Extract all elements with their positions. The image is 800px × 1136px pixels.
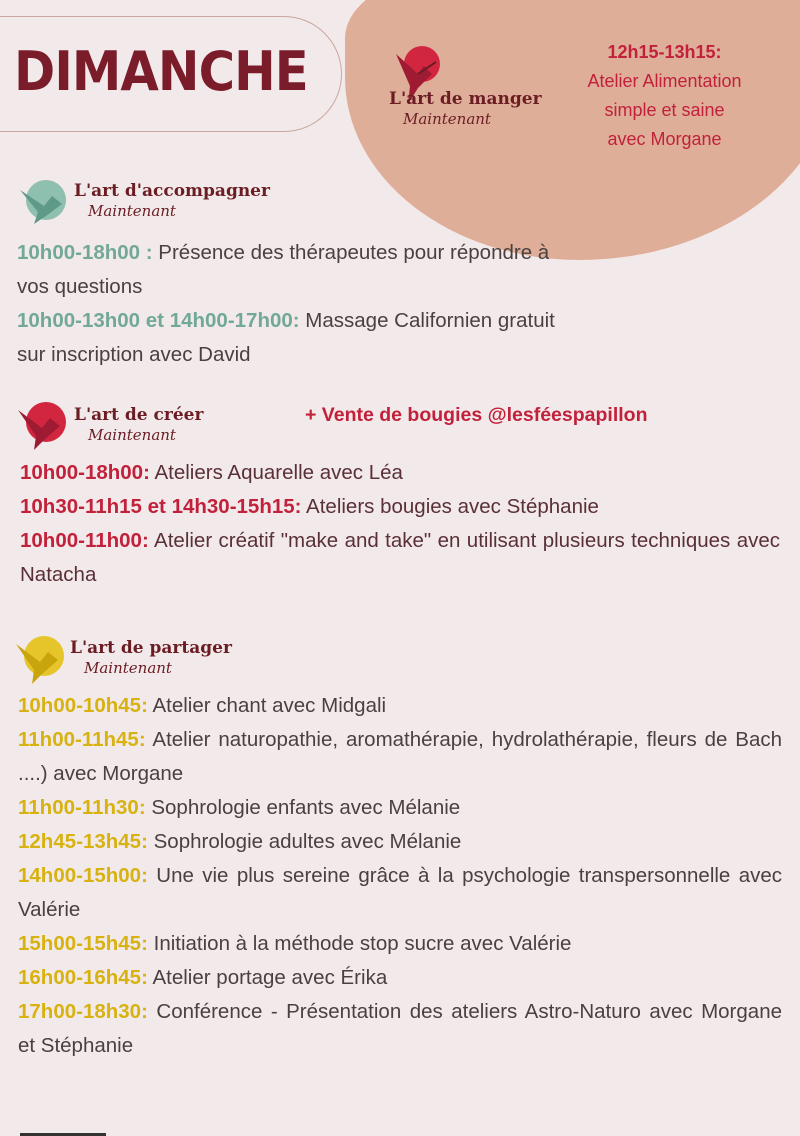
item-text: Atelier portage avec Érika [147,966,388,989]
item-text: Atelier créatif "make and take" en utilisant plusieurs techniques avec Natacha [20,529,780,586]
hummingbird-teal-icon [16,176,72,226]
accompagner-logo [16,176,270,226]
item-time: 16h00-16h45: [18,966,148,989]
list-item [18,791,782,825]
item-text: Sophrologie enfants avec Mélanie [145,796,461,819]
accompagner-logo-title: L'art d'accompagner [74,180,270,201]
item-text: Conférence - Présentation des ateliers Astro-Naturo avec Morgane et Stéphanie [18,1000,782,1057]
item-text: Présence des thérapeutes pour répondre à [152,241,550,264]
item-text: Une vie plus sereine grâce à la psychologie transpersonnelle avec Valérie [18,864,782,921]
item-time: 10h00-11h00: [20,529,149,552]
list-item [18,927,782,961]
item-time: 10h00-18h00 : [17,241,153,264]
item-continuation: vos questions [17,275,143,298]
creer-logo-script: Maintenant [88,425,176,444]
item-text: Ateliers Aquarelle avec Léa [149,461,403,484]
partager-logo [12,632,232,684]
list-item [18,825,782,859]
list-item [18,689,782,723]
manger-line: avec Morgane [607,129,722,149]
item-time: 17h00-18h30: [18,1000,148,1023]
item-text: Massage Californien gratuit [299,309,555,332]
vente-bougies-note: + Vente de bougies @lesféespapillon [305,404,648,426]
manger-line: Atelier Alimentation [587,71,742,91]
item-time: 12h45-13h45: [18,830,148,853]
manger-logo-text [389,91,542,128]
list-item [18,859,782,927]
item-text: Sophrologie adultes avec Mélanie [147,830,462,853]
manger-time: 12h15-13h15: [607,42,722,62]
item-time: 10h00-13h00 et 14h00-17h00: [17,309,300,332]
item-time: 10h30-11h15 et 14h30-15h15: [20,495,302,518]
item-time: 15h00-15h45: [18,932,148,955]
item-time: 10h00-10h45: [18,694,148,717]
item-text: Initiation à la méthode stop sucre avec Valérie [147,932,572,955]
creer-logo [14,398,203,452]
partager-logo-script: Maintenant [84,658,172,677]
manger-schedule [552,38,777,154]
list-item [20,490,780,524]
item-time: 14h00-15h00: [18,864,148,887]
creer-section [20,456,780,592]
item-text: Ateliers bougies avec Stéphanie [301,495,599,518]
item-time: 11h00-11h45: [18,728,146,751]
creer-logo-title: L'art de créer [74,404,204,425]
manger-line: simple et saine [604,100,725,120]
accompagner-logo-script: Maintenant [88,201,176,220]
item-time: 10h00-18h00: [20,461,150,484]
item-text: Atelier chant avec Midgali [147,694,387,717]
list-item [18,995,782,1063]
item-time: 11h00-11h30: [18,796,146,819]
page-title: DIMANCHE [14,40,308,103]
list-item [17,236,707,270]
partager-logo-title: L'art de partager [70,637,232,658]
item-continuation: sur inscription avec David [17,343,251,366]
partager-section [18,689,782,1063]
list-item [18,723,782,791]
list-item [20,524,780,592]
hummingbird-gold-icon [12,632,68,684]
manger-logo-script: Maintenant [403,110,491,128]
list-item [18,961,782,995]
list-item [20,456,780,490]
accompagner-section [17,236,707,372]
hummingbird-red-icon [14,398,70,452]
item-text: Atelier naturopathie, aromathérapie, hydrolathérapie, fleurs de Bach ....) avec Morgane [18,728,782,785]
manger-logo-title: L'art de manger [389,89,542,109]
list-item [17,304,707,338]
